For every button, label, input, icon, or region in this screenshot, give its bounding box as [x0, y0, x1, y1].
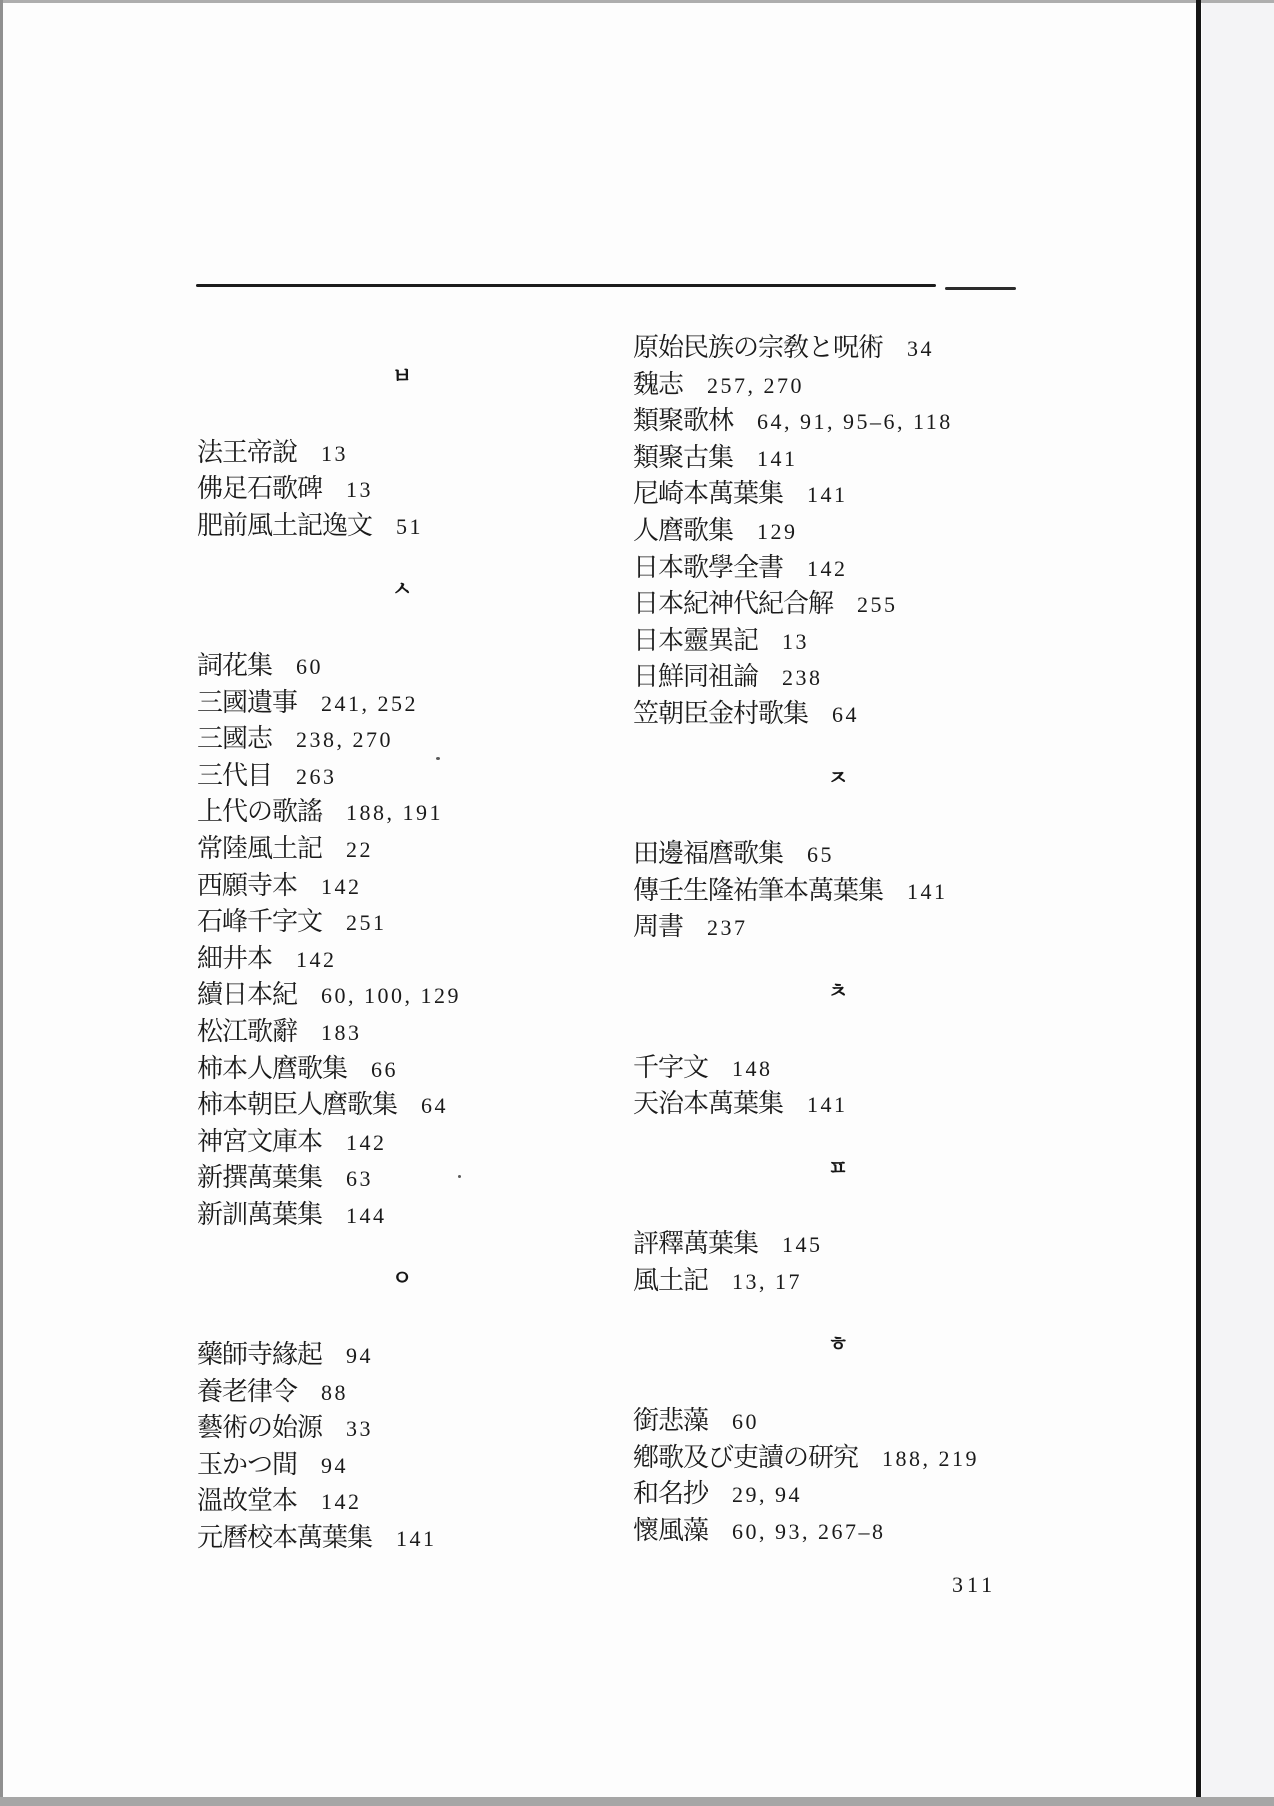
entry-title: 人麿歌集	[633, 515, 734, 545]
entry-title: 千字文	[633, 1052, 709, 1082]
entry-title: 笠朝臣金村歌集	[633, 698, 809, 728]
entry-page-numbers: 29, 94	[732, 1482, 803, 1508]
entry-page-numbers: 60, 93, 267–8	[732, 1518, 886, 1544]
entry-title: 懷風藻	[633, 1515, 709, 1545]
index-entry	[197, 1483, 607, 1520]
entry-page-numbers: 64	[421, 1093, 449, 1119]
index-entry	[633, 550, 1043, 587]
entry-title: 日本靈異記	[633, 625, 759, 655]
entry-title: 神宮文庫本	[197, 1126, 323, 1156]
entry-page-numbers: 60	[296, 653, 324, 679]
entry-page-numbers: 238, 270	[296, 727, 394, 753]
entry-title: 玉かつ間	[197, 1449, 298, 1479]
entry-title: 類聚古集	[633, 442, 734, 472]
entry-page-numbers: 188, 219	[882, 1445, 980, 1471]
index-entry	[197, 868, 607, 905]
index-entry	[633, 586, 1043, 623]
index-entry	[197, 1124, 607, 1161]
index-entry	[633, 330, 1043, 367]
section-header: ㅇ	[391, 1266, 413, 1291]
entry-page-numbers: 129	[757, 518, 798, 544]
entry-title: 日鮮同祖論	[633, 662, 759, 692]
entry-page-numbers: 141	[757, 445, 798, 471]
index-entry	[197, 794, 607, 831]
index-entry	[633, 1476, 1043, 1513]
index-entry	[197, 1447, 607, 1484]
entry-page-numbers: 144	[346, 1202, 387, 1228]
index-entry	[197, 831, 607, 868]
entry-title: 柿本人麿歌集	[197, 1053, 348, 1083]
index-entry	[197, 471, 607, 508]
entry-page-numbers: 65	[807, 842, 835, 868]
entry-page-numbers: 141	[396, 1526, 437, 1552]
index-entry	[633, 659, 1043, 696]
scan-edge-bottom	[0, 1797, 1274, 1806]
entry-title: 新撰萬葉集	[197, 1163, 323, 1193]
entry-title: 和名抄	[633, 1479, 709, 1509]
scan-edge-left	[0, 0, 3, 1806]
section-header: ㅅ	[391, 577, 413, 602]
entry-title: 田邊福麿歌集	[633, 839, 784, 869]
entry-page-numbers: 183	[321, 1019, 362, 1045]
entry-page-numbers: 94	[321, 1452, 349, 1478]
entry-title: 法王帝說	[197, 437, 298, 467]
index-entry	[197, 1410, 607, 1447]
index-entry	[633, 1403, 1043, 1440]
entry-title: 常陸風土記	[197, 833, 323, 863]
entry-page-numbers: 188, 191	[346, 800, 444, 826]
entry-title: 周書	[633, 912, 684, 942]
page-edge-shadow	[1196, 0, 1201, 1797]
section-header: ㅎ	[827, 1332, 849, 1357]
scan-artifact-dot	[458, 1175, 461, 1178]
entry-page-numbers: 60	[732, 1409, 760, 1435]
entry-title: 肥前風土記逸文	[197, 510, 373, 540]
index-entry	[197, 1520, 607, 1557]
entry-title: 西願寺本	[197, 870, 298, 900]
entry-page-numbers: 63	[346, 1166, 374, 1192]
index-entry	[633, 836, 1043, 873]
section-header: ㅍ	[827, 1155, 849, 1180]
section-header: ㅂ	[391, 364, 413, 388]
entry-page-numbers: 88	[321, 1379, 349, 1405]
entry-title: 原始民族の宗敎と呪術	[633, 333, 884, 362]
index-entry	[197, 1337, 607, 1374]
entry-title: 詞花集	[197, 650, 273, 680]
index-entry	[197, 435, 607, 472]
index-entry	[197, 1374, 607, 1411]
index-entry	[197, 1051, 607, 1088]
entry-page-numbers: 142	[346, 1129, 387, 1155]
scan-gutter-right	[1202, 3, 1274, 1797]
index-entry	[197, 1014, 607, 1051]
index-entry	[633, 476, 1043, 513]
entry-page-numbers: 142	[296, 946, 337, 972]
page-number: 311	[952, 1572, 997, 1597]
index-entry	[197, 1197, 607, 1234]
index-entry	[633, 367, 1043, 404]
entry-title: 新訓萬葉集	[197, 1199, 323, 1229]
entry-page-numbers: 64, 91, 95–6, 118	[757, 409, 953, 435]
entry-page-numbers: 13	[321, 440, 349, 466]
entry-page-numbers: 13	[782, 628, 810, 654]
scan-artifact-dot	[436, 757, 440, 760]
index-column-left	[197, 0, 607, 1557]
index-entry	[633, 1263, 1043, 1300]
entry-page-numbers: 51	[396, 513, 424, 539]
entry-title: 日本紀神代紀合解	[633, 589, 834, 619]
entry-page-numbers: 34	[907, 336, 935, 361]
entry-title: 松江歌辭	[197, 1016, 298, 1046]
entry-page-numbers: 13, 17	[732, 1268, 803, 1294]
entry-title: 銜悲藻	[633, 1406, 709, 1436]
entry-page-numbers: 141	[907, 878, 948, 904]
index-entry	[197, 1087, 607, 1124]
entry-title: 鄕歌及び吏讀の研究	[633, 1442, 859, 1472]
entry-page-numbers: 141	[807, 1092, 848, 1118]
entry-page-numbers: 263	[296, 763, 337, 789]
index-entry	[633, 909, 1043, 946]
entry-page-numbers: 142	[807, 555, 848, 581]
entry-title: 細井本	[197, 943, 273, 973]
entry-title: 元曆校本萬葉集	[197, 1523, 373, 1553]
entry-title: 三國遺事	[197, 687, 298, 717]
entry-title: 藥師寺緣起	[197, 1340, 323, 1370]
entry-title: 續日本紀	[197, 980, 298, 1010]
index-entry	[633, 1226, 1043, 1263]
entry-page-numbers: 22	[346, 836, 374, 862]
entry-title: 三國志	[197, 724, 273, 754]
entry-page-numbers: 60, 100, 129	[321, 983, 462, 1009]
entry-title: 佛足石歌碑	[197, 474, 323, 504]
entry-title: 尼崎本萬葉集	[633, 479, 784, 509]
index-entry	[197, 685, 607, 722]
entry-title: 傳壬生隆祐筆本萬葉集	[633, 875, 884, 905]
entry-title: 藝術の始源	[197, 1413, 323, 1443]
index-entry	[633, 440, 1043, 477]
index-entry	[633, 873, 1043, 910]
entry-title: 溫故堂本	[197, 1486, 298, 1516]
index-entry	[633, 513, 1043, 550]
section-header: ㅊ	[827, 978, 849, 1003]
index-entry	[633, 696, 1043, 733]
entry-title: 三代目	[197, 760, 273, 790]
entry-page-numbers: 142	[321, 873, 362, 899]
entry-title: 評釋萬葉集	[633, 1229, 759, 1259]
entry-page-numbers: 148	[732, 1055, 773, 1081]
entry-page-numbers: 33	[346, 1416, 374, 1442]
entry-title: 天治本萬葉集	[633, 1089, 784, 1119]
entry-page-numbers: 145	[782, 1232, 823, 1258]
index-entry	[633, 1440, 1043, 1477]
entry-title: 日本歌學全書	[633, 552, 784, 582]
index-entry	[197, 941, 607, 978]
entry-title: 風土記	[633, 1265, 709, 1295]
entry-page-numbers: 64	[832, 701, 860, 727]
index-entry	[633, 623, 1043, 660]
entry-page-numbers: 142	[321, 1489, 362, 1515]
entry-page-numbers: 241, 252	[321, 690, 419, 716]
entry-page-numbers: 13	[346, 477, 374, 503]
index-entry	[197, 1160, 607, 1197]
entry-title: 石峰千字文	[197, 907, 323, 937]
index-entry	[197, 977, 607, 1014]
index-entry	[197, 721, 607, 758]
index-entry	[633, 403, 1043, 440]
index-column-right	[633, 0, 1043, 1549]
index-entry	[197, 904, 607, 941]
entry-title: 養老律令	[197, 1376, 298, 1406]
entry-page-numbers: 141	[807, 482, 848, 508]
entry-page-numbers: 255	[857, 592, 898, 618]
index-entry	[633, 1513, 1043, 1550]
index-entry	[633, 1050, 1043, 1087]
entry-page-numbers: 257, 270	[707, 372, 805, 398]
index-entry	[197, 508, 607, 545]
index-entry	[633, 1086, 1043, 1123]
entry-page-numbers: 66	[371, 1056, 399, 1082]
index-entry	[197, 648, 607, 685]
entry-page-numbers: 251	[346, 910, 387, 936]
index-entry	[197, 758, 607, 795]
entry-page-numbers: 238	[782, 665, 823, 691]
entry-title: 柿本朝臣人麿歌集	[197, 1090, 398, 1120]
entry-title: 魏志	[633, 369, 684, 399]
entry-title: 類聚歌林	[633, 406, 734, 436]
entry-page-numbers: 237	[707, 915, 748, 941]
section-header: ㅈ	[827, 765, 849, 790]
entry-page-numbers: 94	[346, 1343, 374, 1369]
entry-title: 上代の歌謠	[197, 797, 323, 827]
